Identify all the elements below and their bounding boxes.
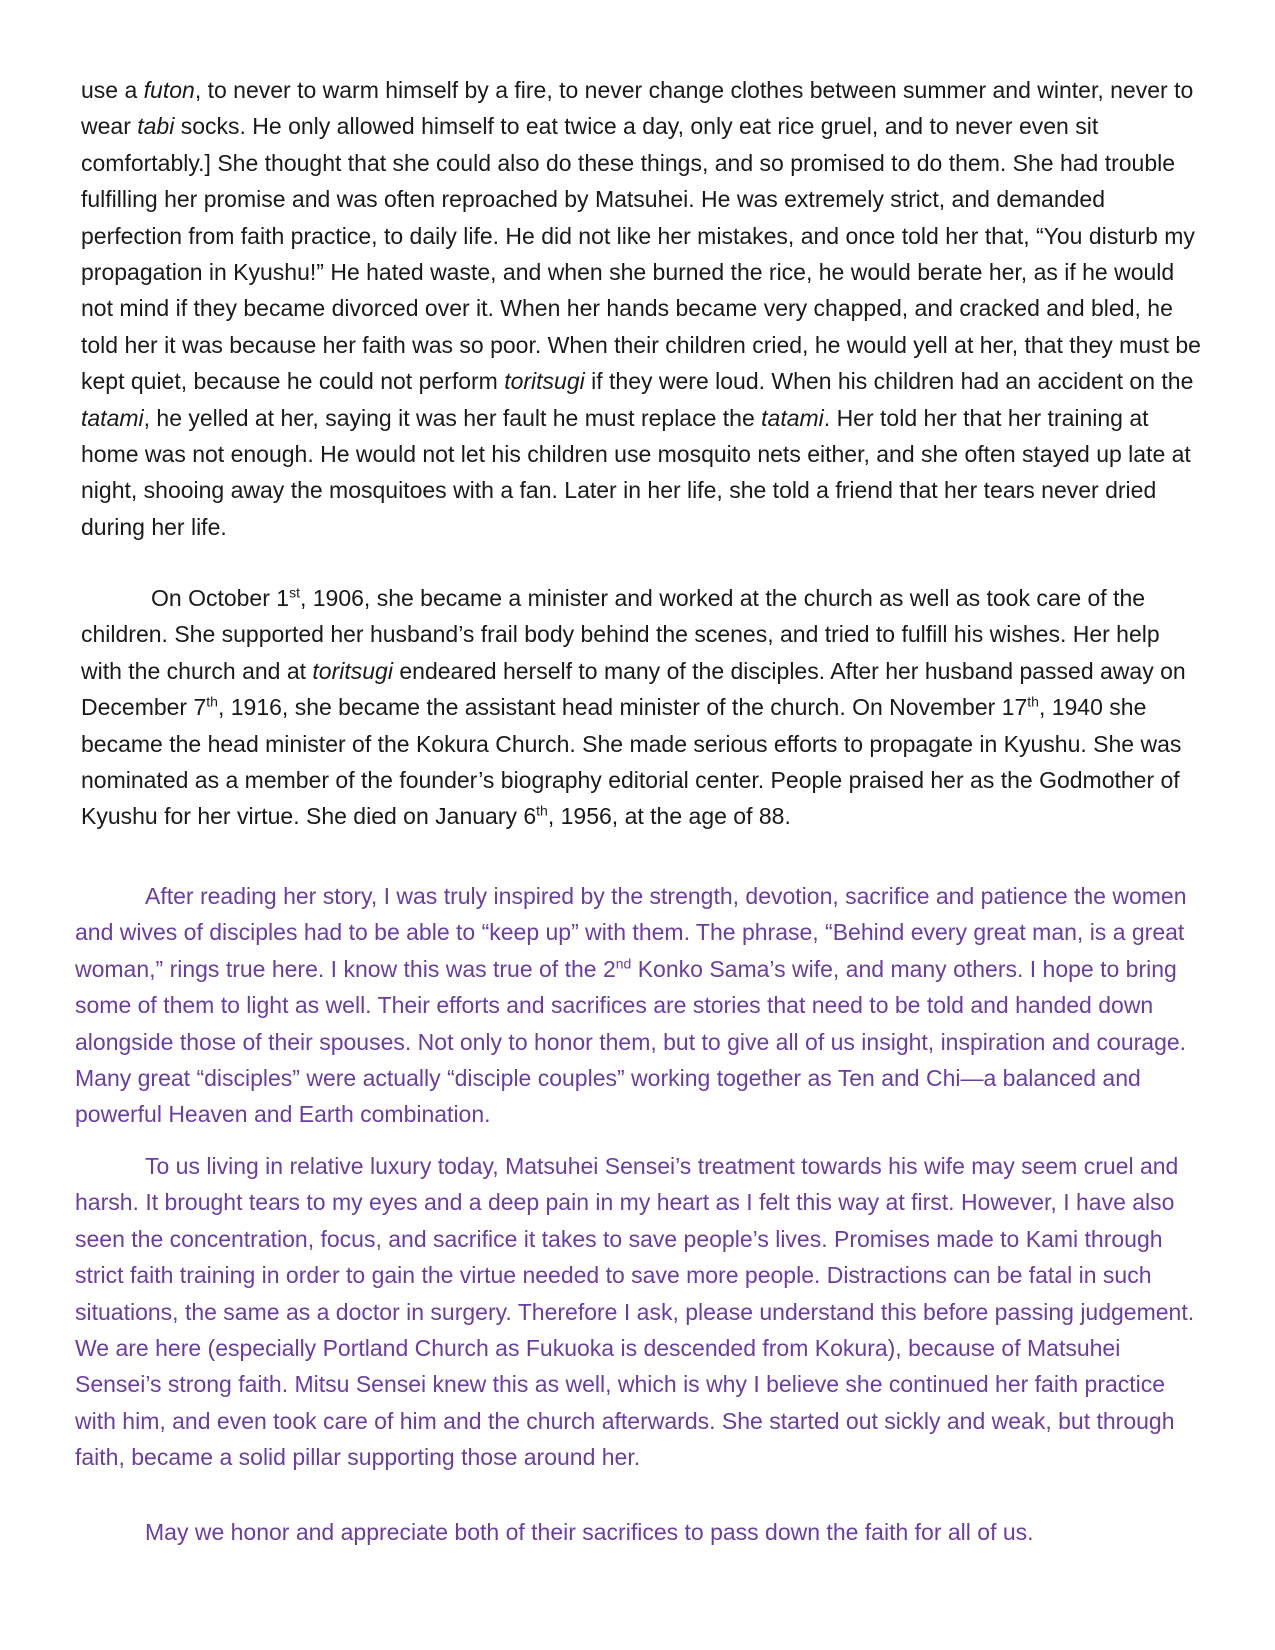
italic-term: toritsugi [312,657,393,684]
italic-term: tabi [137,113,175,140]
italic-term: toritsugi [504,368,585,395]
paragraph-reflection-2: To us living in relative luxury today, Matsuhei Sensei’s treatment towards his wife may seem cruel and harsh. It brought tears to my eyes and a deep pain in my heart as I felt this way at first. However, I have also seen the concentration, focus, and sacrifice it takes to save people’s lives. Promises made to Kami through strict faith training in order to gain the virtue needed to save more people. Distractions can be fatal in such situations, the same as a doctor in surgery. Therefore I ask, please understand this before passing judgement. We are here (especially Portland Church as Fukuoka is descended from Kokura), because of Matsuhei Sensei’s strong faith. Mitsu Sensei knew this as well, which is why I believe she continued her faith practice with him, and even took care of him and the church afterwards. She started out sickly and weak, but through faith, became a solid pillar supporting those around her. [75,1153,1195,1471]
italic-term: tatami [81,404,144,431]
paragraph-reflection-1: After reading her story, I was truly inspired by the strength, devotion, sacrifice and patience the women and wives of disciples had to be able to “keep up” with them. The phrase, “Behind every great man, is a great woman,” rings true here. I know this was true of the 2nd Konko Sama’s wife, and many others. I hope to bring some of them to light as well. Their efforts and sacrifices are stories that need to be told and handed down alongside those of their spouses. Not only to honor them, but to give all of us insight, inspiration and courage. Many great “disciples” were actually “disciple couples” working together as Ten and Chi—a balanced and powerful Heaven and Earth combination. [75,883,1187,1128]
paragraph-biography-2: On October 1st, 1906, she became a minister and worked at the church as well as took care of the children. She supported her husband’s frail body behind the scenes, and tried to fulfill his wishes. Her help with the church and at toritsugi endeared herself to many of the disciples. After her husband passed away on December 7th, 1916, she became the assistant head minister of the church. On November 17th, 1940 she became the head minister of the Kokura Church. She made serious efforts to propagate in Kyushu. She was nominated as a member of the founder’s biography editorial center. People praised her as the Godmother of Kyushu for her virtue. She died on January 6th, 1956, at the age of 88. [81,584,1186,830]
paragraph-biography-1: use a futon, to never to warm himself by a fire, to never change clothes between summer and winter, never to wear tabi socks. He only allowed himself to eat twice a day, only eat rice gruel, and to never even sit comfortably.] She thought that she could also do these things, and so promised to do them. She had trouble fulfilling her promise and was often reproached by Matsuhei. He was extremely strict, and demanded perfection from faith practice, to daily life. He did not like her mistakes, and once told her that, “You disturb my propagation in Kyushu!” He hated waste, and when she burned the rice, he would berate her, as if he would not mind if they became divorced over it. When her hands became very chapped, and cracked and bled, he told her it was because her faith was so poor. When their children cried, he would yell at her, that they must be kept quiet, because he could not perform toritsugi if they were loud. When his children had an accident on the tatami, he yelled at her, saying it was her fault he must replace the tatami. Her told her that her training at home was not enough. He would not let his children use mosquito nets either, and she often stayed up late at night, shooing away the mosquitoes with a fan. Later in her life, she told a friend that her tears never dried during her life. [81,77,1201,540]
paragraph-closing: May we honor and appreciate both of their sacrifices to pass down the faith for all of us. [145,1519,1034,1545]
italic-term: futon [143,77,195,103]
italic-term: tatami [761,404,824,431]
